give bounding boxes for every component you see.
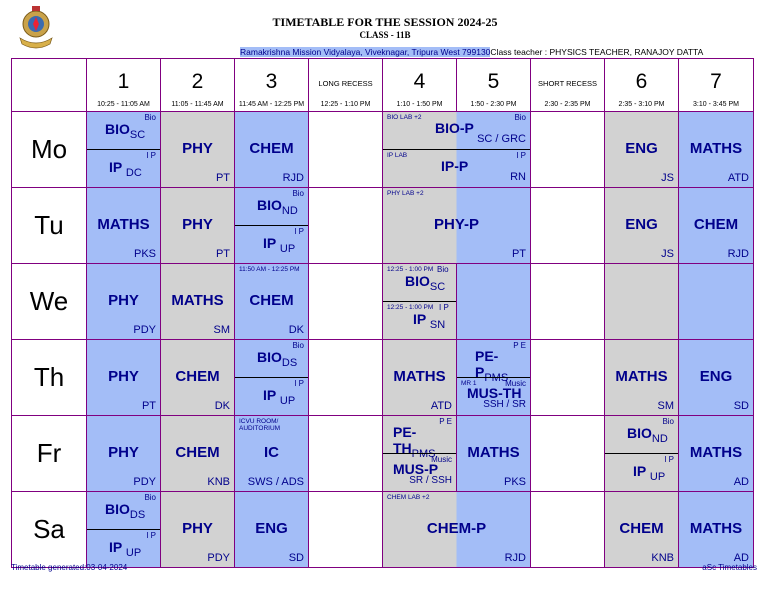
group-tag: I P xyxy=(439,302,449,312)
lesson-cell[interactable] xyxy=(235,188,309,264)
time-note: 12:25 - 1:00 PM xyxy=(387,303,434,311)
teacher-code: UP xyxy=(279,394,296,407)
teacher-code: ATD xyxy=(727,172,749,184)
day-row-saturday xyxy=(12,492,754,568)
empty-cell xyxy=(457,264,531,340)
teacher-code: KNB xyxy=(651,552,674,564)
subject: MATHS xyxy=(393,368,446,385)
subject-code: IP xyxy=(263,234,276,251)
lesson-cell[interactable] xyxy=(605,188,679,264)
teacher-code: SR / SSH xyxy=(409,474,452,486)
subject xyxy=(105,501,145,521)
recess-cell xyxy=(531,112,605,188)
class-title: CLASS - 11B xyxy=(359,30,411,40)
teacher-code: PDY xyxy=(133,476,156,488)
period-number: 5 xyxy=(487,70,500,93)
lesson-cell[interactable] xyxy=(679,188,754,264)
recess-cell xyxy=(309,416,383,492)
period-header-6 xyxy=(605,59,679,112)
recess-cell xyxy=(531,340,605,416)
school-address: Ramakrishna Mission Vidyalaya, Viveknagar, Tripura West 799130 xyxy=(240,47,491,57)
subject: MATHS xyxy=(689,520,743,537)
period-number: 6 xyxy=(635,70,648,93)
subject: CHEM xyxy=(249,140,294,157)
lesson-cell[interactable] xyxy=(605,416,679,492)
subject-code: BIO xyxy=(105,501,130,517)
teacher-code: RJD xyxy=(504,552,526,564)
teacher-code: PMS xyxy=(411,447,436,460)
subject: MATHS xyxy=(97,216,150,233)
day-label: Tu xyxy=(12,188,87,264)
generated-date: Timetable generated:03-04-2024 xyxy=(11,563,128,572)
lab-cell[interactable] xyxy=(383,188,531,264)
lesson-cell[interactable] xyxy=(383,416,457,492)
subject xyxy=(105,121,145,141)
group-tag: I P xyxy=(516,150,526,160)
day-label: Th xyxy=(12,340,87,416)
recess-cell xyxy=(309,492,383,568)
subject: IC xyxy=(264,444,279,461)
lesson-cell[interactable] xyxy=(161,188,235,264)
time-note: 11:50 AM - 12:25 PM xyxy=(239,266,300,273)
day-row-monday xyxy=(12,112,754,188)
period-header-4 xyxy=(383,59,457,112)
subject xyxy=(109,159,142,179)
teacher-code: UP xyxy=(279,242,296,255)
timetable-grid xyxy=(11,58,754,568)
teacher-code: SC xyxy=(129,128,146,141)
teacher-code: AD xyxy=(733,476,749,488)
group-tag: I P xyxy=(146,530,156,540)
recess-cell xyxy=(309,340,383,416)
subject xyxy=(413,311,445,331)
empty-cell xyxy=(605,264,679,340)
subject: MATHS xyxy=(171,292,224,309)
day-label: Mo xyxy=(12,112,87,188)
room-note: BIO LAB +2 xyxy=(387,114,422,121)
subject: CHEM xyxy=(619,520,664,537)
teacher-code: SSH / SR xyxy=(483,398,526,410)
lesson-cell[interactable] xyxy=(383,264,457,340)
subject xyxy=(633,463,665,483)
lesson-cell[interactable] xyxy=(605,340,679,416)
group-tag: I P xyxy=(294,378,304,388)
subject: PHY xyxy=(182,216,213,233)
subject: ENG xyxy=(255,520,288,537)
lesson-cell[interactable] xyxy=(235,112,309,188)
teacher-code: SN xyxy=(429,318,446,331)
lesson-cell[interactable] xyxy=(87,188,161,264)
subject-code: PE-TH xyxy=(393,424,417,456)
corner-cell xyxy=(12,59,87,112)
recess-cell xyxy=(531,416,605,492)
teacher-code: SM xyxy=(657,400,674,412)
period-time: 11:45 AM - 12:25 PM xyxy=(238,101,305,108)
subject: MATHS xyxy=(689,444,743,461)
teacher-code: PT xyxy=(215,172,230,184)
subject-code: IP xyxy=(263,386,276,403)
lesson-cell[interactable] xyxy=(605,112,679,188)
subject: MUS-TH xyxy=(467,384,522,401)
group-tag: Bio xyxy=(144,113,156,122)
group-tag: Bio xyxy=(514,113,526,122)
lesson-cell[interactable] xyxy=(161,340,235,416)
info-line xyxy=(240,47,703,57)
day-row-friday xyxy=(12,416,754,492)
empty-cell xyxy=(679,264,754,340)
subject: BIO-P xyxy=(435,120,474,136)
teacher-code: PT xyxy=(141,400,156,412)
subject: CHEM-P xyxy=(426,520,487,537)
lesson-cell[interactable] xyxy=(679,492,754,568)
teacher-code: ND xyxy=(651,432,668,445)
teacher-code: PKS xyxy=(503,476,526,488)
lesson-cell[interactable] xyxy=(87,264,161,340)
teacher-code: ATD xyxy=(430,400,452,412)
lesson-cell[interactable] xyxy=(235,492,309,568)
group-tag: Bio xyxy=(292,341,304,350)
period-time: 2:35 - 3:10 PM xyxy=(618,101,665,108)
time-note: 12:25 - 1:00 PM xyxy=(387,266,434,273)
lesson-cell[interactable] xyxy=(235,264,309,340)
break-label: LONG RECESS xyxy=(318,79,373,88)
room-note: IP LAB xyxy=(387,151,408,159)
teacher-code: SC xyxy=(429,280,446,293)
period-header-7 xyxy=(679,59,754,112)
period-number: 3 xyxy=(265,70,278,93)
subject: MUS-P xyxy=(393,460,439,477)
subject xyxy=(263,387,295,407)
period-header-2 xyxy=(161,59,235,112)
subject-code: IP xyxy=(633,462,646,479)
recess-cell xyxy=(531,492,605,568)
teacher-code: UP xyxy=(649,470,666,483)
lesson-cell[interactable] xyxy=(457,340,531,416)
recess-cell xyxy=(531,264,605,340)
subject: PHY xyxy=(108,368,139,385)
teacher-code: DS xyxy=(281,356,298,369)
recess-cell xyxy=(309,188,383,264)
teacher-code: SD xyxy=(733,400,749,412)
subject xyxy=(109,539,141,559)
room-note: PHY LAB +2 xyxy=(387,190,424,197)
break-label: SHORT RECESS xyxy=(538,79,597,88)
teacher-code: JS xyxy=(661,248,674,260)
period-time: 1:10 - 1:50 PM xyxy=(396,101,443,108)
lesson-cell[interactable] xyxy=(679,112,754,188)
subject: ENG xyxy=(625,140,658,157)
lesson-cell[interactable] xyxy=(679,340,754,416)
lesson-cell[interactable] xyxy=(235,340,309,416)
day-row-wednesday xyxy=(12,264,754,340)
subject: PHY xyxy=(182,520,213,537)
lesson-cell[interactable] xyxy=(457,416,531,492)
subject-code: IP xyxy=(413,310,426,327)
subject-code: BIO xyxy=(257,349,282,365)
subject: ENG xyxy=(625,216,658,233)
lesson-cell[interactable] xyxy=(235,416,309,492)
period-number: 2 xyxy=(191,70,204,93)
teacher-code: KNB xyxy=(207,476,230,488)
period-number: 4 xyxy=(413,70,426,93)
subject xyxy=(263,235,295,255)
lesson-cell[interactable] xyxy=(87,340,161,416)
teacher-code: SC / GRC xyxy=(477,133,526,145)
period-time: 10:25 - 11:05 AM xyxy=(97,101,150,108)
period-time: 1:50 - 2:30 PM xyxy=(470,101,517,108)
subject: CHEM xyxy=(175,368,220,385)
subject-code: IP xyxy=(109,158,122,175)
subject xyxy=(257,197,298,217)
room-note: ICVU ROOM/ AUDITORIUM xyxy=(239,418,281,432)
day-label: Fr xyxy=(12,416,87,492)
school-emblem-logo xyxy=(14,4,58,50)
lesson-cell[interactable] xyxy=(161,492,235,568)
subject: MATHS xyxy=(467,444,520,461)
lesson-cell[interactable] xyxy=(383,340,457,416)
recess-cell xyxy=(531,188,605,264)
group-tag: P E xyxy=(439,417,452,426)
recess-cell xyxy=(309,264,383,340)
lab-cell[interactable] xyxy=(383,112,531,188)
subject-code: BIO xyxy=(627,425,652,441)
subject-code: PE-P xyxy=(475,348,499,380)
subject-code: BIO xyxy=(257,197,282,213)
subject: MATHS xyxy=(689,140,743,157)
subject: PHY xyxy=(108,292,139,309)
subject: CHEM xyxy=(693,216,739,233)
day-label: We xyxy=(12,264,87,340)
subject: PHY xyxy=(182,140,213,157)
group-tag: Bio xyxy=(292,189,304,198)
teacher-code: RJD xyxy=(282,172,304,184)
teacher-code: AD xyxy=(733,552,749,564)
subject-code: BIO xyxy=(105,121,130,137)
lesson-cell[interactable] xyxy=(87,112,161,188)
teacher-code: PKS xyxy=(133,248,156,260)
period-header-5 xyxy=(457,59,531,112)
subject: CHEM xyxy=(175,444,220,461)
subject xyxy=(405,273,445,293)
lesson-cell[interactable] xyxy=(161,264,235,340)
teacher-code: ND xyxy=(281,204,298,217)
brand-credit: aSc Timetables xyxy=(702,563,757,572)
subject xyxy=(257,349,297,369)
room-note: CHEM LAB +2 xyxy=(387,494,430,501)
lesson-cell[interactable] xyxy=(679,416,754,492)
teacher-code: PT xyxy=(511,248,526,260)
long-recess-header xyxy=(309,59,383,112)
page-title: TIMETABLE FOR THE SESSION 2024-25 xyxy=(272,15,498,29)
group-tag: Bio xyxy=(662,417,674,426)
group-tag: Music xyxy=(505,378,526,388)
period-header-3 xyxy=(235,59,309,112)
teacher-code: PT xyxy=(215,248,230,260)
group-tag: Bio xyxy=(437,265,449,274)
lesson-cell[interactable] xyxy=(87,492,161,568)
lesson-cell[interactable] xyxy=(161,416,235,492)
teacher-code: SM xyxy=(213,324,230,336)
period-time: 3:10 - 3:45 PM xyxy=(693,101,739,108)
period-header-1 xyxy=(87,59,161,112)
period-time: 12:25 - 1:10 PM xyxy=(320,101,371,108)
subject-code: IP xyxy=(109,538,122,555)
teacher-code: DC xyxy=(125,166,142,179)
teacher-code: RJD xyxy=(727,248,749,260)
period-time: 11:05 - 11:45 AM xyxy=(171,101,224,108)
teacher-code: DK xyxy=(214,400,230,412)
day-row-tuesday xyxy=(12,188,754,264)
teacher-code: SD xyxy=(288,552,304,564)
teacher-code: DS xyxy=(129,508,146,521)
recess-cell xyxy=(309,112,383,188)
subject: ENG xyxy=(699,368,733,385)
lesson-cell[interactable] xyxy=(87,416,161,492)
group-tag: Bio xyxy=(144,493,156,502)
subject xyxy=(627,425,668,445)
day-row-thursday xyxy=(12,340,754,416)
period-number: 7 xyxy=(710,70,722,93)
teacher-code: UP xyxy=(125,546,142,559)
subject: PHY-P xyxy=(433,216,479,233)
class-teacher: Class teacher : PHYSICS TEACHER, RANAJOY DATTA xyxy=(490,47,704,57)
group-tag: I P xyxy=(146,150,156,160)
lab-cell[interactable] xyxy=(383,492,531,568)
teacher-code: SWS / ADS xyxy=(247,476,304,488)
group-tag: Music xyxy=(431,454,452,464)
lesson-cell[interactable] xyxy=(161,112,235,188)
room-note: MR 1 xyxy=(461,379,477,387)
teacher-code: JS xyxy=(661,172,674,184)
short-recess-header xyxy=(531,59,605,112)
subject: IP-P xyxy=(441,157,469,174)
lesson-cell[interactable] xyxy=(605,492,679,568)
teacher-code: PDY xyxy=(133,324,156,336)
period-number: 1 xyxy=(117,70,130,93)
teacher-code: RN xyxy=(510,170,526,183)
group-tag: I P xyxy=(294,226,304,236)
day-label: Sa xyxy=(12,492,87,568)
teacher-code: PMS xyxy=(484,371,509,384)
subject-code: BIO xyxy=(405,273,430,289)
subject: MATHS xyxy=(615,368,668,385)
group-tag: I P xyxy=(664,454,674,464)
period-time: 2:30 - 2:35 PM xyxy=(544,101,591,108)
teacher-code: DK xyxy=(288,324,304,336)
subject: CHEM xyxy=(249,292,294,309)
teacher-code: PDY xyxy=(207,552,230,564)
group-tag: P E xyxy=(513,341,526,350)
subject: PHY xyxy=(108,444,139,461)
